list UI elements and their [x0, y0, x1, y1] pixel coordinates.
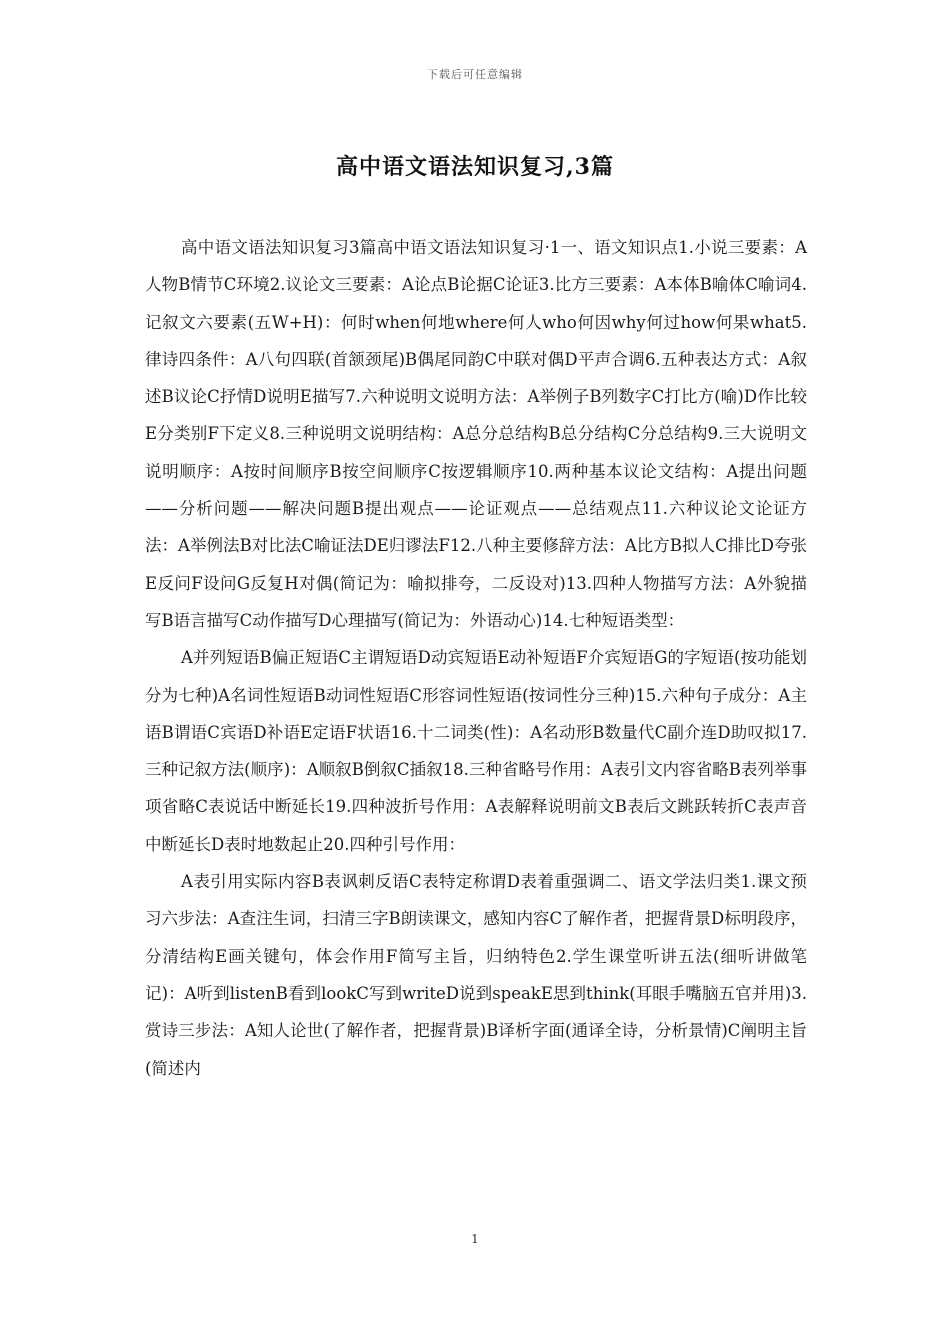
document-body [145, 229, 807, 1087]
paragraph-3: A表引用实际内容B表讽刺反语C表特定称谓D表着重强调二、语文学法归类1.课文预习六步法：A查注生词，扫清三字B朗读课文，感知内容C了解作者，把握背景D标明段序，分清结构E画关键句，体会作用F简写主旨，归纳特色2.学生课堂听讲五法(细听讲做笔记)：A听到listenB看到lookC写到writeD说到speakE思到think(耳眼手嘴脑五官并用)3.赏诗三步法：A知人论世(了解作者，把握背景)B译析字面(通译全诗，分析景情)C阐明主旨(简述内 [145, 872, 807, 1078]
header-note: 下载后可任意编辑 [427, 68, 523, 81]
document-title: 高中语文语法知识复习,3篇 [336, 154, 614, 180]
paragraph-2: A并列短语B偏正短语C主谓短语D动宾短语E动补短语F介宾短语G的字短语(按功能划分为七种)A名词性短语B动词性短语C形容词性短语(按词性分三种)15.六种句子成分：A主语B谓语C宾语D补语E定语F状语16.十二词类(性)：A名动形B数量代C副介连D助叹拟17.三种记叙方法(顺序)：A顺叙B倒叙C插叙18.三种省略号作用：A表引文内容省略B表列举事项省略C表说话中断延长19.四种波折号作用：A表解释说明前文B表后文跳跃转折C表声音中断延长D表时地数起止20.四种引号作用： [145, 648, 807, 854]
page-number: 1 [471, 1232, 479, 1246]
paragraph-1: 高中语文语法知识复习3篇高中语文语法知识复习·1一、语文知识点1.小说三要素：A人物B情节C环境2.议论文三要素：A论点B论据C论证3.比方三要素：A本体B喻体C喻词4.记叙文六要素(五W+H)：何时when何地where何人who何因why何过how何果what5.律诗四条件：A八句四联(首颔颈尾)B偶尾同韵C中联对偶D平声合调6.五种表达方式：A叙述B议论C抒情D说明E描写7.六种说明文说明方法：A举例子B列数字C打比方(喻)D作比较E分类别F下定义8.三种说明文说明结构：A总分总结构B总分结构C分总结构9.三大说明文说明顺序：A按时间顺序B按空间顺序C按逻辑顺序10.两种基本议论文结构：A提出问题——分析问题——解决问题B提出观点——论证观点——总结观点11.六种议论文论证方法：A举例法B对比法C喻证法DE归谬法F12.八种主要修辞方法：A比方B拟人C排比D夸张E反问F设问G反复H对偶(简记为：喻拟排夸，二反设对)13.四种人物描写方法：A外貌描写B语言描写C动作描写D心理描写(简记为：外语动心)14.七种短语类型： [145, 238, 807, 630]
